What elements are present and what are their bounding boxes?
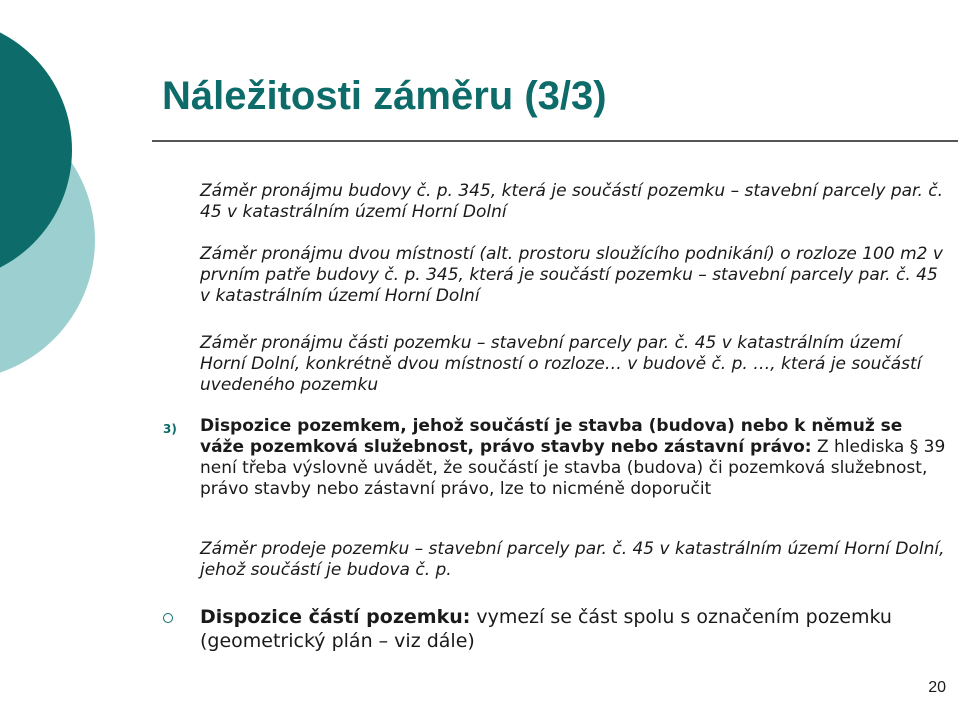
- title-divider: [152, 140, 958, 142]
- item-3-heading: Dispozice pozemkem, jehož součástí je stavba (budova) nebo k němuž se váže pozemková služebnost, právo stavby nebo zástavní právo:: [200, 416, 903, 457]
- bullet-circle-icon: [163, 613, 173, 623]
- slide-title: Náležitosti záměru (3/3): [162, 74, 607, 118]
- bullet-item-text: [200, 605, 950, 653]
- example-sale-land: Záměr prodeje pozemku – stavební parcely par. č. 45 v katastrálním území Horní Dolní, jehož součástí je budova č. p.: [200, 539, 945, 580]
- example-rental-land-part: Záměr pronájmu části pozemku – stavební parcely par. č. 45 v katastrálním území Horní Dolní, konkrétně dvou místností o rozloze… v budově č. p. …, která je součástí uvedeného pozemku: [200, 333, 922, 395]
- bullet-body: vymezí se část spolu s označením pozemku (geometrický plán – viz dále): [200, 606, 892, 652]
- item-3-body: Z hlediska § 39 není třeba výslovně uvádět, že součástí je stavba (budova) či pozemková služebnost, právo stavby nebo zástavní právo, lze to nicméně doporučit: [200, 437, 946, 499]
- example-rental-rooms: Záměr pronájmu dvou místností (alt. prostoru sloužícího podnikání) o rozloze 100 m2 v prvním patře budovy č. p. 345, která je součástí pozemku – stavební parcely par. č. 45 v katastrálním území Horní Dolní: [200, 244, 943, 306]
- page-number: 20: [928, 679, 946, 696]
- item-3-text: [200, 416, 950, 500]
- decorative-circles: [0, 0, 120, 380]
- list-number-3: 3): [163, 422, 177, 436]
- example-rental-building: Záměr pronájmu budovy č. p. 345, která je součástí pozemku – stavební parcely par. č. 45 v katastrálním území Horní Dolní: [200, 181, 944, 222]
- bullet-heading: Dispozice částí pozemku:: [200, 606, 471, 628]
